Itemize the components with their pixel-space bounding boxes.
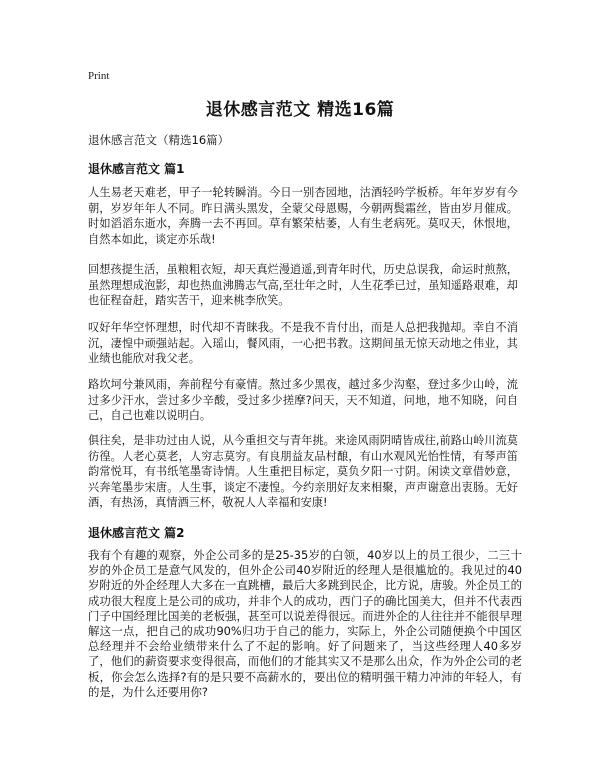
page-title: 退休感言范文 精选16篇	[205, 100, 395, 120]
paragraph: 路坎坷兮兼风雨，奔前程兮有豪情。熬过多少黑夜，越过多少沟壑，登过多少山岭，流过多少汗水，尝过多少辛酸，受过多少搓摩?问天，天不知道，问地，地不知晓，问自己，自己也难以说明白。	[88, 378, 518, 423]
paragraph: 叹好年华空怀理想，时代却不青睐我。不是我不肯付出，而是人总把我抛却。幸自不消沉，凄惶中顽强站起。入瑶山，餐风雨，一心把书教。这期间虽无惊天动地之伟业，其业绩也能欣对我父老。	[88, 321, 518, 366]
page-subtitle: 退休感言范文（精选16篇）	[88, 133, 230, 147]
paragraph: 俱往矣，是非功过由人说，从今重担交与青年挑。来途风雨阴晴皆成往,前路山岭川流莫彷徨。人老心莫老，人穷志莫穷。有良朋益友品村酿，有山水观风光怡性情，有琴声笛韵常悦耳，有书纸笔墨寄诗情。人生重把目标定，莫负夕阳一寸阴。闲读文章借妙意，兴奔笔墨步宋唐。人生事，谈定不凄惶。今约亲朋好友来相聚，声声谢意出衷肠。无好酒，有热汤，真情酒三杯，敬祝人人幸福和安康!	[88, 434, 518, 510]
paragraph: 人生易老天难老，甲子一轮转瞬消。今日一别杏园地，沽酒轻吟学板桥。年年岁岁有今朝，岁岁年年人不同。昨日满头黑发，全蒙父母恩赐，今朝两鬓霜丝，皆由岁月催成。时如滔滔东逝水，奔腾一去不再回。草有繁荣枯萎，人有生老病死。莫叹天，休恨地，自然本如此，谈定亦乐哉!	[88, 186, 518, 246]
section-heading-2: 退休感言范文 篇2	[88, 526, 185, 540]
paragraph: 我有个有趣的观察，外企公司多的是25-35岁的白领，40岁以上的员工很少，二三十岁的外企员工是意气风发的，但外企公司40岁附近的经理人是很尴尬的。我见过的40岁附近的外企经理人大多在一直跳槽，最后大多跳到民企，比方说，唐骏。外企员工的成功很大程度上是公司的成功，并非个人的成功，西门子的确比国美大，但并不代表西门子中国经理比国美的老板强，甚至可以说差得很远。而进外企的人往往并不能很早理解这一点，把自己的成功90%归功于自己的能力，实际上，外企公司随便换个中国区总经理并不会给业绩带来什么了不起的影响。好了问题来了，当这些经理人40多岁了，他们的薪资要求变得很高，而他们的才能其实又不是那么出众，作为外企公司的老板，你会怎么选择?有的是只要不高薪水的，要出位的精明强干精力冲沛的年轻人，有的是，为什么还要用你?	[88, 548, 522, 699]
print-link[interactable]: Print	[88, 70, 110, 82]
section-heading-1: 退休感言范文 篇1	[88, 162, 185, 176]
paragraph: 回想孩提生活，虽粮粗衣短，却天真烂漫逍遥,到青年时代，历史总误我，命运时煎熬，虽然理想成泡影，却也热血沸腾志气高,至壮年之时，人生花季已过，虽知遥路艰难，却也征程奋赶，踏实苦干，迎来桃李欣笑。	[88, 263, 518, 308]
